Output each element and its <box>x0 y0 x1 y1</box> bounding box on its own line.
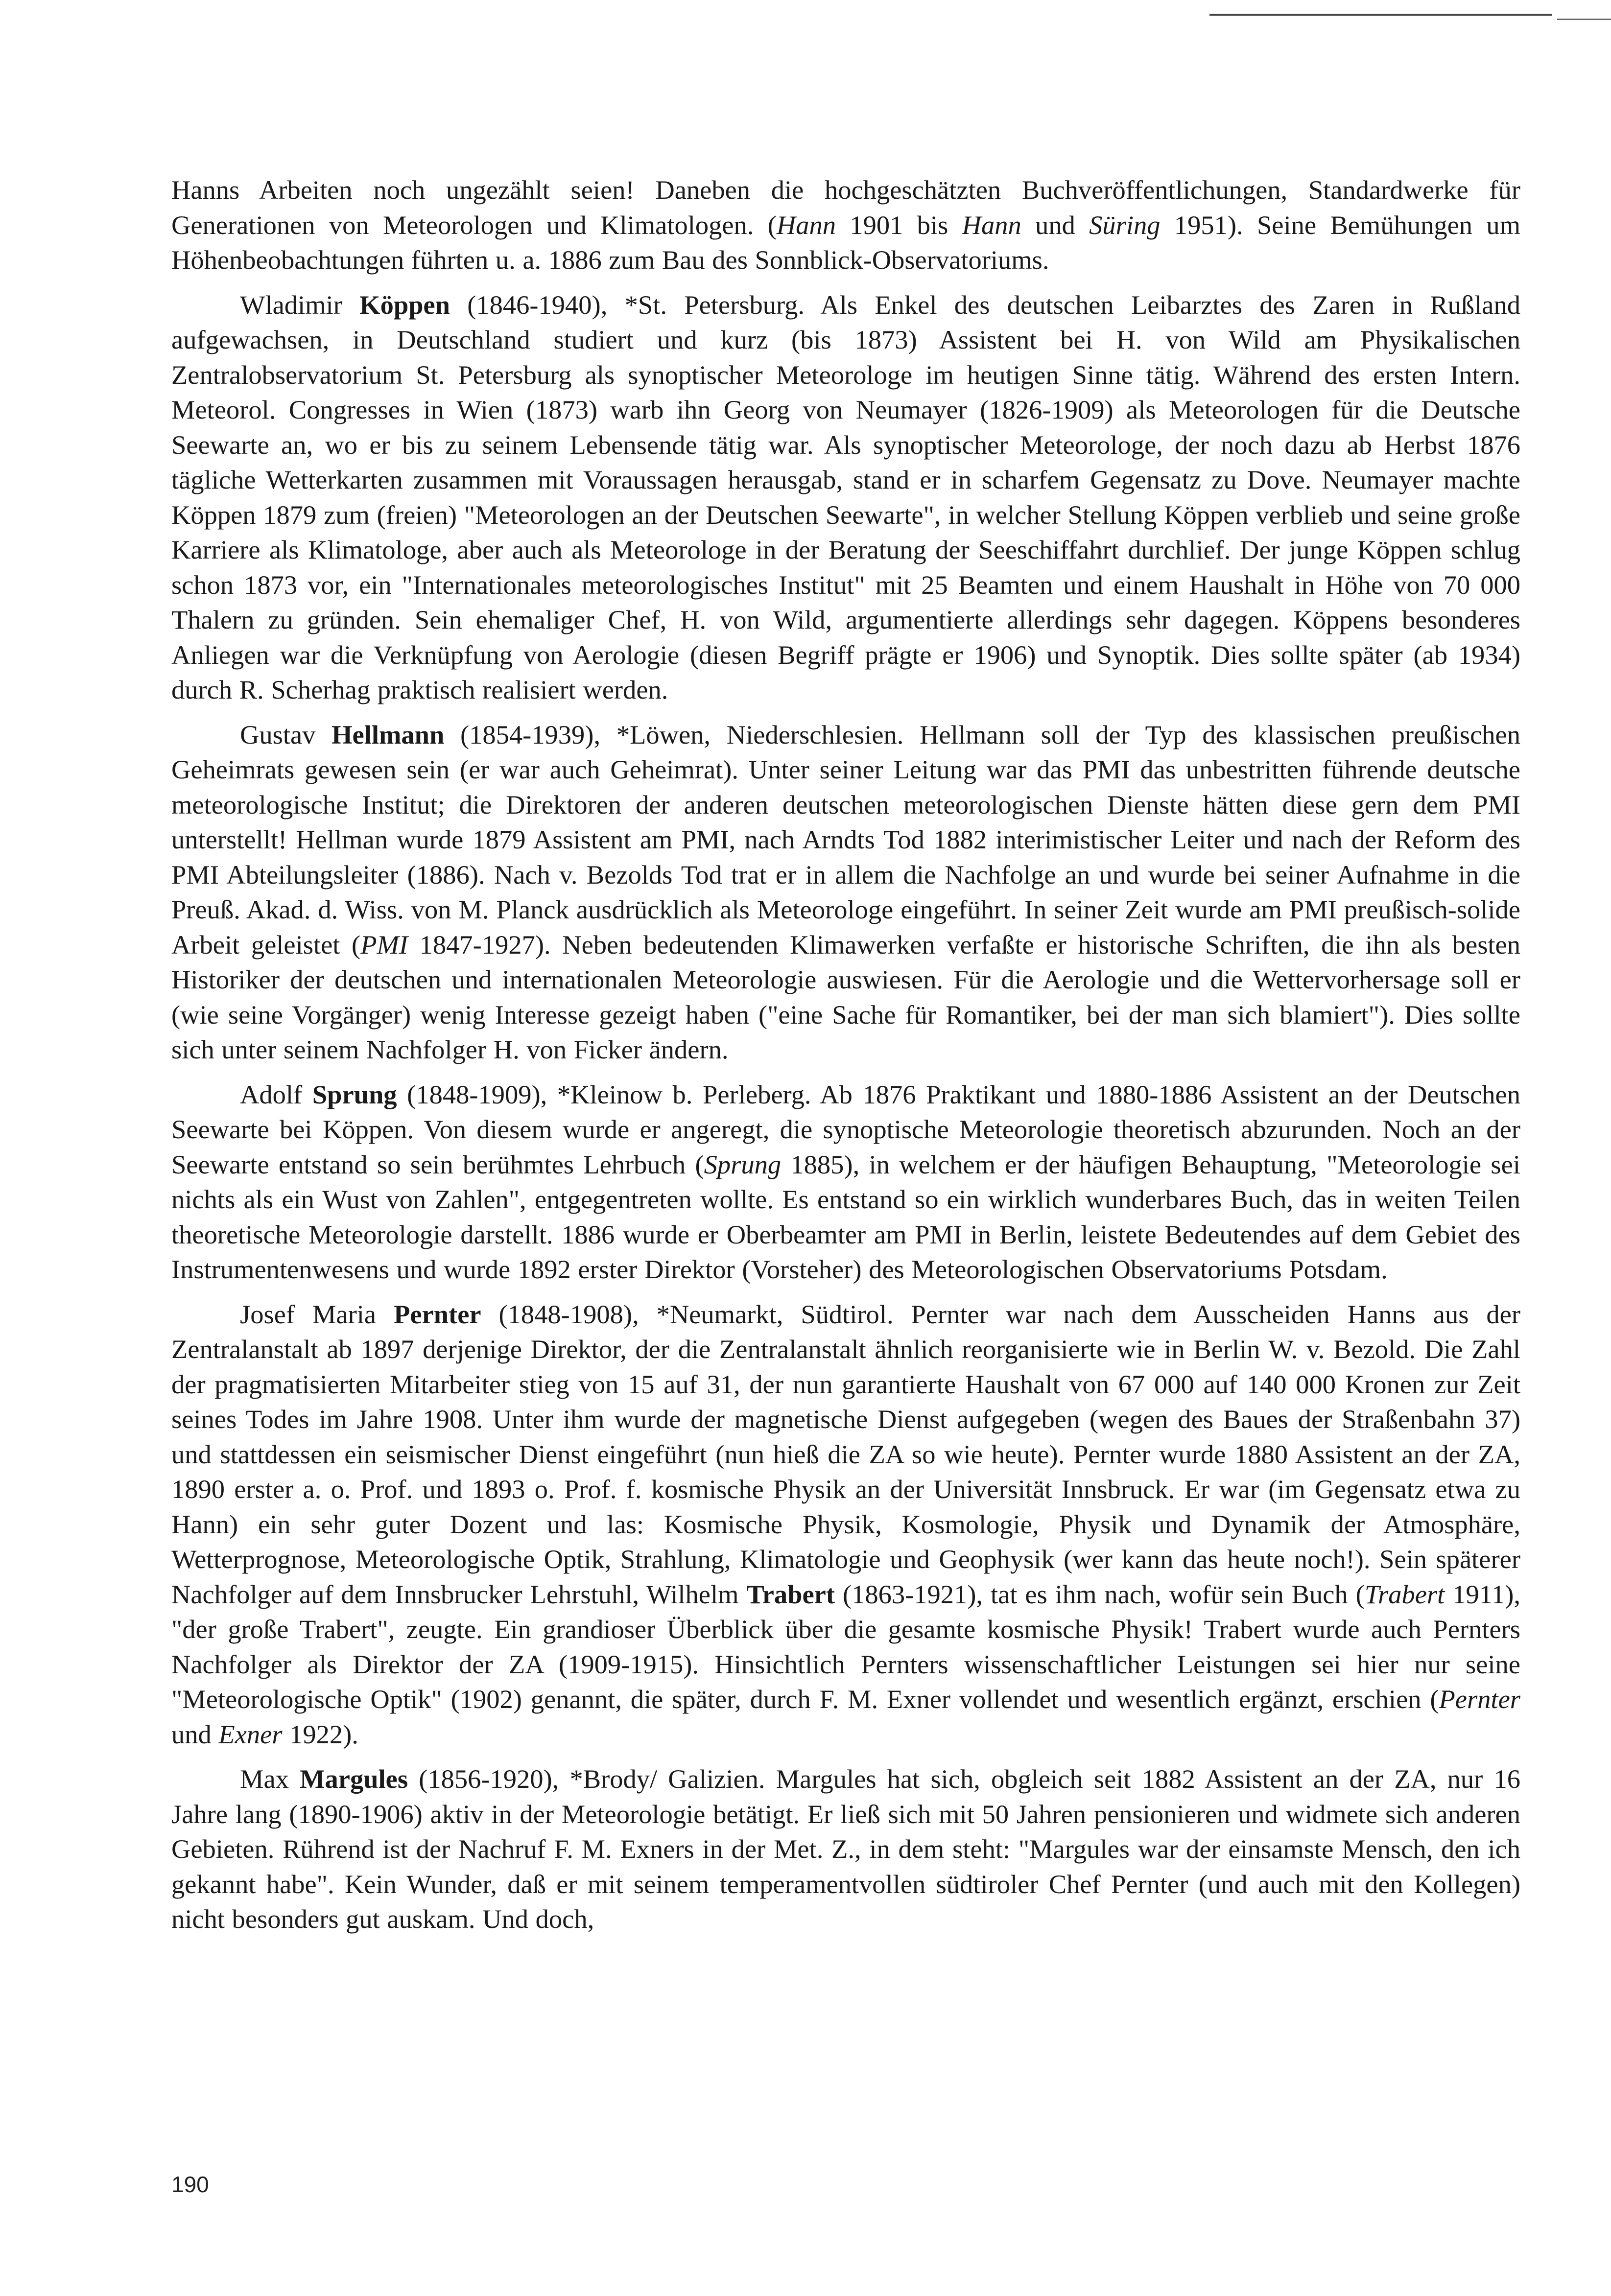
text-run: (1848-1908), *Neumarkt, Südtirol. Pernter war nach dem Ausscheiden Hanns aus der Zentralanstalt ab 1897 derjenige Direktor, der die Zentralanstalt ähnlich reorganisierte wie in Berlin W. v. Bezold. Die Zahl der pragmatisierten Mitarbeiter stieg von 15 auf 31, der nun garantierte Haushalt von 67 000 auf 140 000 Kronen zur Zeit seines Todes im Jahre 1908. Unter ihm wurde der magnetische Dienst aufgegeben (wegen des Baues der Straßenbahn 37) und stattdessen ein seismischer Dienst eingeführt (nun hieß die ZA so wie heute). Pernter wurde 1880 Assistent an der ZA, 1890 erster a. o. Prof. und 1893 o. Prof. f. kosmische Physik an der Universität Innsbruck. Er war (im Gegensatz etwa zu Hann) ein sehr guter Dozent und las: Kosmische Physik, Kosmologie, Physik und Dynamik der Atmosphäre, Wetterprognose, Meteorologische Optik, Strahlung, Klimatologie und Geophysik (wer kann das heute noch!). Sein späterer Nachfolger auf dem Innsbrucker Lehrstuhl, Wilhelm <box>171 1299 1521 1609</box>
citation-italic: Hann <box>962 210 1021 240</box>
text-run: 1922). <box>282 1719 358 1749</box>
paragraph <box>171 287 1520 707</box>
text-run: Max <box>240 1764 300 1794</box>
text-run: und <box>1021 210 1090 240</box>
paragraph <box>171 172 1520 278</box>
text-run: 1847-1927). Neben bedeutenden Klimawerken verfaßte er historische Schriften, die ihn als besten Historiker der deutschen und internationalen Meteorologie auswiesen. Für die Aerologie und die Wettervorhersage soll er (wie seine Vorgänger) wenig Interesse gezeigt haben ("eine Sache für Romantiker, bei der man sich blamiert"). Dies sollte sich unter seinem Nachfolger H. von Ficker ändern. <box>171 929 1520 1064</box>
text-run: Josef Maria <box>240 1299 394 1329</box>
paragraph <box>171 717 1520 1067</box>
text-run: (1848-1909), *Kleinow b. Perleberg. Ab 1876 Praktikant und 1880-1886 Assistent an der Deutschen Seewarte bei Köppen. Von diesem wurde er angeregt, die synoptische Meteorologie theoretisch abzurunden. Noch an der Seewarte entstand so sein berühmtes Lehrbuch ( <box>171 1079 1520 1179</box>
page-number: 190 <box>171 2172 209 2197</box>
body-text <box>171 172 1520 1946</box>
name-bold: Köppen <box>359 289 450 320</box>
citation-italic: Hann <box>776 210 836 240</box>
text-run: 1951). Seine Bemühungen um Höhenbeobachtungen führten u. a. 1886 zum Bau des Sonnblick-Observatoriums. <box>171 210 1520 275</box>
text-run: 1911), "der große Trabert", zeugte. Ein grandioser Überblick über die gesamte kosmische Physik! Trabert wurde auch Pernters Nachfolger als Direktor der ZA (1909-1915). Hinsichtlich Pernters wissenschaftlicher Leistungen sei hier nur seine "Meteorologische Optik" (1902) genannt, die später, durch F. M. Exner vollendet und wesentlich ergänzt, erschien ( <box>171 1579 1520 1714</box>
text-run: (1854-1939), *Löwen, Niederschlesien. Hellmann soll der Typ des klassischen preußischen Geheimrats gewesen sein (er war auch Geheimrat). Unter seiner Leitung war das PMI das unbestritten führende deutsche meteorologische Institut; die Direktoren der anderen deutschen meteorologischen Dienste hätten diese gern dem PMI unterstellt! Hellman wurde 1879 Assistent am PMI, nach Arndts Tod 1882 interimistischer Leiter und nach der Reform des PMI Abteilungsleiter (1886). Nach v. Bezolds Tod trat er in allem die Nachfolge an und wurde bei seiner Aufnahme in die Preuß. Akad. d. Wiss. von M. Planck ausdrücklich als Meteorologe eingeführt. In seiner Zeit wurde am PMI preußisch-solide Arbeit geleistet ( <box>171 719 1521 960</box>
citation-italic: Süring <box>1089 210 1161 240</box>
text-run: (1863-1921), tat es ihm nach, wofür sein Buch ( <box>835 1579 1365 1609</box>
name-bold: Sprung <box>312 1079 397 1109</box>
citation-italic: Trabert <box>1364 1579 1445 1609</box>
header-rule-end <box>1557 19 1611 20</box>
name-bold: Hellmann <box>332 719 445 750</box>
citation-italic: PMI <box>360 929 408 960</box>
paragraph <box>171 1297 1520 1752</box>
name-bold: Margules <box>300 1764 408 1794</box>
text-run: (1856-1920), *Brody/ Galizien. Margules hat sich, obgleich seit 1882 Assistent an der ZA, nur 16 Jahre lang (1890-1906) aktiv in der Meteorologie betätigt. Er ließ sich mit 50 Jahren pensionieren und widmete sich anderen Gebieten. Rührend ist der Nachruf F. M. Exners in der Met. Z., in dem steht: "Margules war der einsamste Mensch, den ich gekannt habe". Kein Wunder, daß er mit seinem temperamentvollen südtiroler Chef Pernter (und auch mit den Kollegen) nicht besonders gut auskam. Und doch, <box>171 1764 1521 1934</box>
citation-italic: Pernter <box>1439 1684 1520 1714</box>
name-bold: Trabert <box>746 1579 835 1609</box>
text-run: 1901 bis <box>836 210 962 240</box>
header-rule <box>1209 14 1552 16</box>
paragraph <box>171 1077 1520 1287</box>
text-run: 1885), in welchem er der häufigen Behauptung, "Meteorologie sei nichts als ein Wust von Zahlen", entgegentreten wollte. Es entstand so ein wirklich wunderbares Buch, das in weiten Teilen theoretische Meteorologie darstellt. 1886 wurde er Oberbeamter am PMI in Berlin, leistete Bedeutendes auf dem Gebiet des Instrumentenwesens und wurde 1892 erster Direktor (Vorsteher) des Meteorologischen Observatoriums Potsdam. <box>171 1149 1520 1284</box>
text-run: Hanns Arbeiten noch ungezählt seien! Daneben die hochgeschätzten Buchveröffentlichungen, Standardwerke für Generationen von Meteorologen und Klimatologen. ( <box>171 175 1520 240</box>
text-run: Wladimir <box>240 289 360 320</box>
text-run: (1846-1940), *St. Petersburg. Als Enkel des deutschen Leibarztes des Zaren in Rußland aufgewachsen, in Deutschland studiert und kurz (bis 1873) Assistent bei H. von Wild am Physikalischen Zentralobservatorium St. Petersburg als synoptischer Meteorologe im heutigen Sinne tätig. Während des ersten Intern. Meteorol. Congresses in Wien (1873) warb ihn Georg von Neumayer (1826-1909) als Meteorologen für die Deutsche Seewarte an, wo er bis zu seinem Lebensende tätig war. Als synoptischer Meteorologe, der noch dazu ab Herbst 1876 tägliche Wetterkarten zusammen mit Voraussagen herausgab, stand er in scharfem Gegensatz zu Dove. Neumayer machte Köppen 1879 zum (freien) "Meteorologen an der Deutschen Seewarte", in welcher Stellung Köppen verblieb und seine große Karriere als Klimatologe, aber auch als Meteorologe in der Beratung der Seeschiffahrt durchlief. Der junge Köppen schlug schon 1873 vor, ein "Internationales meteorologisches Institut" mit 25 Beamten und einem Haushalt in Höhe von 70 000 Thalern zu gründen. Sein ehemaliger Chef, H. von Wild, argumentierte allerdings sehr dagegen. Köppens besonderes Anliegen war die Verknüpfung von Aerologie (diesen Begriff prägte er 1906) und Synoptik. Dies sollte später (ab 1934) durch R. Scherhag praktisch realisiert werden. <box>171 289 1520 704</box>
text-run: und <box>171 1719 219 1749</box>
text-run: Adolf <box>240 1079 312 1109</box>
citation-italic: Sprung <box>704 1149 782 1179</box>
text-run: Gustav <box>240 719 332 750</box>
citation-italic: Exner <box>218 1719 283 1749</box>
name-bold: Pernter <box>394 1299 481 1329</box>
paragraph <box>171 1761 1520 1937</box>
